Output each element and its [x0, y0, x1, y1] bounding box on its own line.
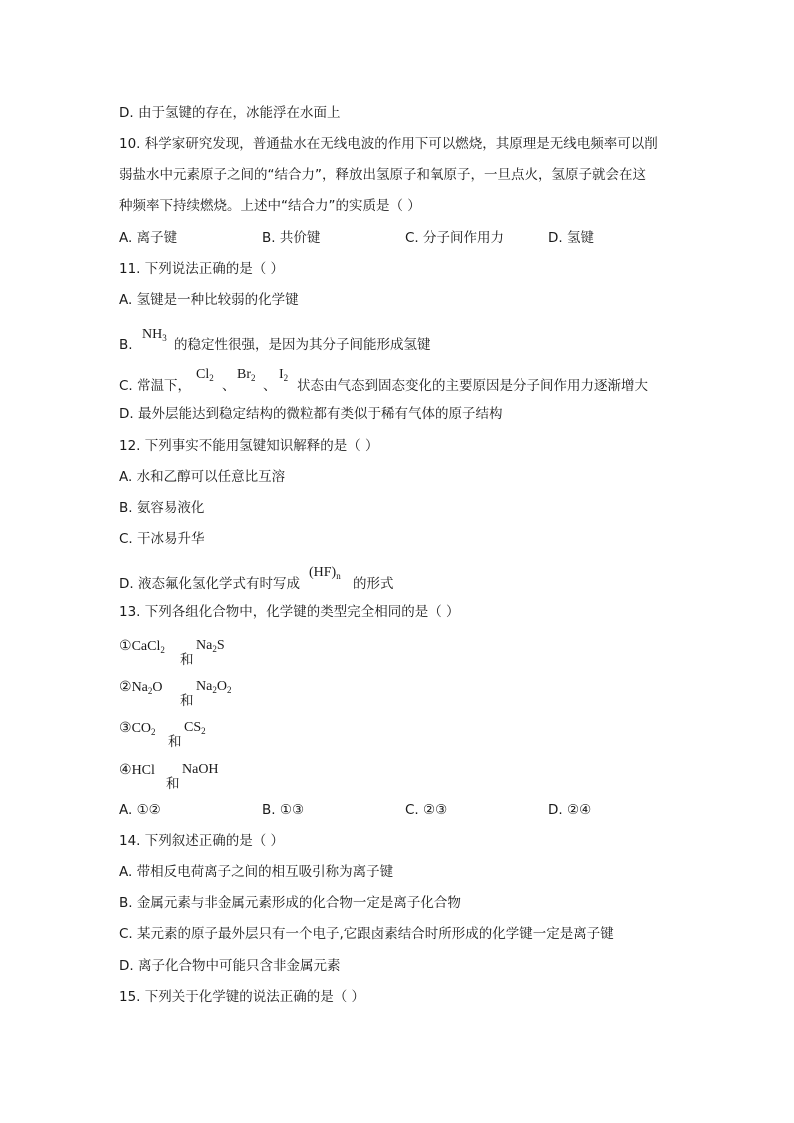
q11-option-b-label: B.	[119, 337, 133, 353]
q13-item-4-formula2: NaOH	[182, 762, 219, 777]
q13-item-4-he: 和	[166, 776, 180, 792]
q14-option-b: B. 金属元素与非金属元素形成的化合物一定是离子化合物	[119, 895, 461, 911]
q15-stem: 15. 下列关于化学键的说法正确的是（ ）	[119, 989, 366, 1005]
q13-option-c: C. ②③	[405, 802, 448, 818]
q11-stem: 11. 下列说法正确的是（ ）	[119, 261, 285, 277]
q13-item-3: $③CO_2$	[119, 721, 156, 737]
q13-option-b: B. ①③	[262, 802, 305, 818]
q11-option-c-label: C. 常温下，	[119, 378, 192, 394]
q13-item-4: ④HCl	[119, 763, 155, 778]
q13-item-1-he: 和	[180, 652, 194, 668]
formula-i2: $I_2$	[279, 367, 289, 383]
q9-option-d: D. 由于氢键的存在，冰能浮在水面上	[119, 105, 341, 121]
q12-option-c: C. 干冰易升华	[119, 531, 205, 547]
q13-stem: 13. 下列各组化合物中，化学键的类型完全相同的是（ ）	[119, 604, 460, 620]
q13-item-2-formula2: $Na_2O_2$	[196, 679, 232, 695]
q13-item-3-he: 和	[168, 734, 182, 750]
q13-option-a: A. ①②	[119, 802, 161, 818]
q11-option-c-sep2: 、	[263, 378, 277, 394]
q11-option-d: D. 最外层能达到稳定结构的微粒都有类似于稀有气体的原子结构	[119, 406, 503, 422]
q11-option-c-text: 状态由气态到固态变化的主要原因是分子间作用力逐渐增大	[297, 378, 648, 394]
formula-cl2: $Cl_2$	[196, 367, 214, 383]
q10-option-b: B. 共价键	[262, 230, 321, 246]
q11-option-a: A. 氢键是一种比较弱的化学键	[119, 292, 299, 308]
q12-option-d-text: 的形式	[353, 576, 394, 592]
q14-option-a: A. 带相反电荷离子之间的相互吸引称为离子键	[119, 864, 394, 880]
q12-option-d-label: D. 液态氟化氢化学式有时写成	[119, 576, 300, 592]
q10-stem-line1: 10. 科学家研究发现，普通盐水在无线电波的作用下可以燃烧，其原理是无线电频率可以削	[119, 136, 658, 152]
q12-stem: 12. 下列事实不能用氢键知识解释的是（ ）	[119, 438, 379, 454]
q14-option-d: D. 离子化合物中可能只含非金属元素	[119, 958, 341, 974]
formula-br2: $Br_2$	[237, 367, 256, 383]
q12-option-b: B. 氨容易液化	[119, 500, 205, 516]
q11-option-b-text: 的稳定性很强，是因为其分子间能形成氢键	[174, 337, 431, 353]
q14-option-c: C. 某元素的原子最外层只有一个电子,它跟卤素结合时所形成的化学键一定是离子键	[119, 926, 614, 942]
formula-nh3: $NH_3$	[142, 327, 167, 343]
q10-stem-line3: 种频率下持续燃烧。上述中“结合力”的实质是（ ）	[119, 198, 421, 214]
q10-option-c: C. 分子间作用力	[405, 230, 505, 246]
q13-item-3-formula2: $CS_2$	[184, 720, 206, 736]
q12-option-a: A. 水和乙醇可以任意比互溶	[119, 469, 286, 485]
q13-item-1: ①CaCl$_2$	[119, 639, 165, 655]
q10-stem-line2: 弱盐水中元素原子之间的“结合力”，释放出氢原子和氧原子，一旦点火，氢原子就会在这	[119, 167, 646, 183]
q13-item-2: $②Na_2O$	[119, 680, 163, 696]
q11-option-c-sep1: 、	[222, 378, 236, 394]
q10-option-a: A. 离子键	[119, 230, 178, 246]
q13-item-1-formula2: $Na_2S$	[196, 638, 225, 654]
q13-option-d: D. ②④	[548, 802, 592, 818]
q13-item-2-he: 和	[180, 693, 194, 709]
formula-hfn: $(HF)_n$	[309, 565, 341, 581]
q10-option-d: D. 氢键	[548, 230, 594, 246]
q14-stem: 14. 下列叙述正确的是（ ）	[119, 833, 285, 849]
